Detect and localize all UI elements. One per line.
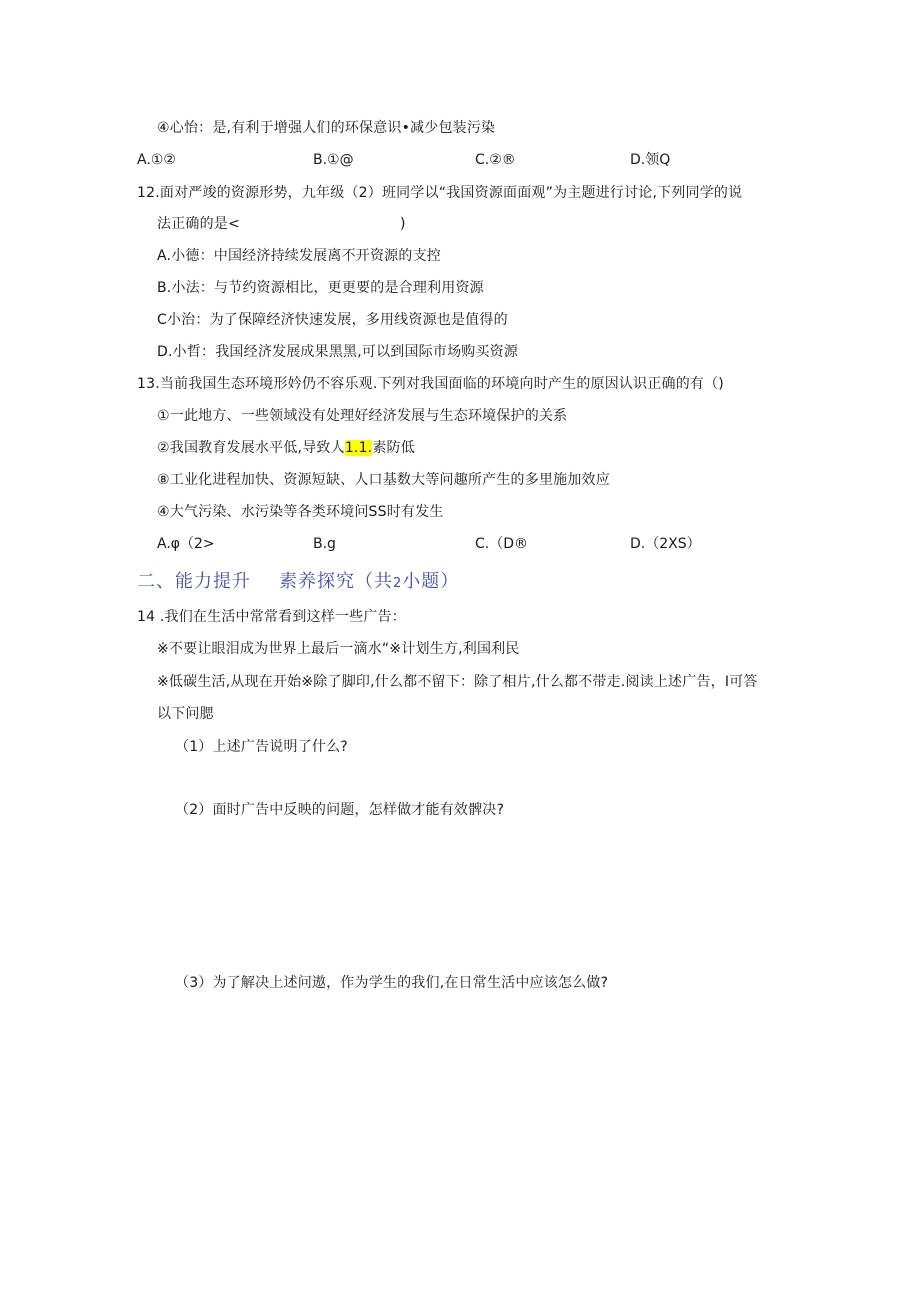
- q14-sub-question-3: （3）为了解决上述问遨，作为学生的我们,在日常生活中应该怎么做?: [175, 975, 609, 991]
- q12-option-c: C小治：为了保障经济快速发展，多用线资源也是值得的: [157, 312, 508, 328]
- q12-stem-line-2-text: 法正确的是<: [157, 216, 240, 232]
- q13-item-3: ⑧工业化进程加快、资源短缺、人口基数大等问趣所产生的多里施加效应: [157, 472, 610, 488]
- q11-option-b: B.①@: [313, 152, 354, 168]
- q11-option-a: A.①②: [137, 152, 176, 168]
- q12-stem-line-2-close: ): [399, 216, 406, 232]
- q12-stem-line-1: 12.面对严竣的资源形势，九年级（2）班同学以“我国资源面面观”为主题进行讨论,下列同学的说: [137, 185, 743, 201]
- q14-sub-question-2: （2）面时广告中反映的问题，怎样做才能有效髀决?: [175, 802, 505, 818]
- q12-option-b: B.小法：与节约资源相比，更更要的是合理利用资源: [157, 280, 484, 296]
- section-heading-part-3: 小题）: [402, 571, 460, 592]
- q12-option-a: A.小德：中国经济持续发展离不开资源的支控: [157, 248, 441, 264]
- q13-item-2-text-b: 素防低: [372, 440, 415, 456]
- q12-option-d: D.小哲：我国经济发展成果黑黑,可以到国际市场购买资源: [157, 344, 519, 360]
- q14-ads-line-3: 以下问腮: [157, 706, 214, 722]
- q11-option-d: D.领Q: [630, 152, 671, 168]
- section-heading-part-1: 二、能力提升: [137, 571, 251, 592]
- q13-item-1: ①一此地方、一些领域没有处理好经济发展与生态环境保护的关系: [157, 408, 568, 424]
- q13-option-b: B.g: [313, 536, 336, 552]
- section-heading-part-2: 素养探究（共: [279, 571, 393, 592]
- q13-item-4: ④大气污染、水污染等各类环境问SS时有发生: [157, 504, 444, 520]
- q13-item-2: [157, 438, 415, 458]
- q13-option-a: A.φ（2>: [157, 536, 215, 552]
- q14-ads-line-2: ※低碳生活,从现在开始※除了脚印,什么都不留下：除了相片,什么都不带走.阅读上述广告，I可答: [157, 674, 758, 690]
- q13-stem: 13.当前我国生态环境形妗仍不容乐观.下列对我国面临的环境向时产生的原因认识正确的有（): [137, 376, 724, 392]
- q13-option-d: D.（2XS）: [630, 536, 701, 552]
- q12-stem-line-2: [157, 214, 406, 234]
- q14-ads-line-1: ※不要让眼泪成为世界上最后一滴水“※计划生方,利国利民: [157, 641, 520, 657]
- q14-stem: 14 .我们在生活中常常看到这样一些广告：: [137, 609, 406, 625]
- q13-item-2-highlight: 1.1.: [344, 440, 373, 456]
- q13-option-c: C.（D®: [475, 536, 529, 552]
- q11-item-4: ④心怡：是,有利于增强人们的环保意识•减少包装污染: [157, 120, 496, 136]
- section-heading-count: 2: [393, 576, 403, 591]
- q14-sub-question-1: （1）上述广告说明了什么?: [175, 739, 348, 755]
- q13-item-2-text-a: ②我国教育发展水平低,导致人: [157, 440, 345, 456]
- section-heading: [137, 570, 459, 596]
- q11-option-c: C.②®: [475, 152, 516, 168]
